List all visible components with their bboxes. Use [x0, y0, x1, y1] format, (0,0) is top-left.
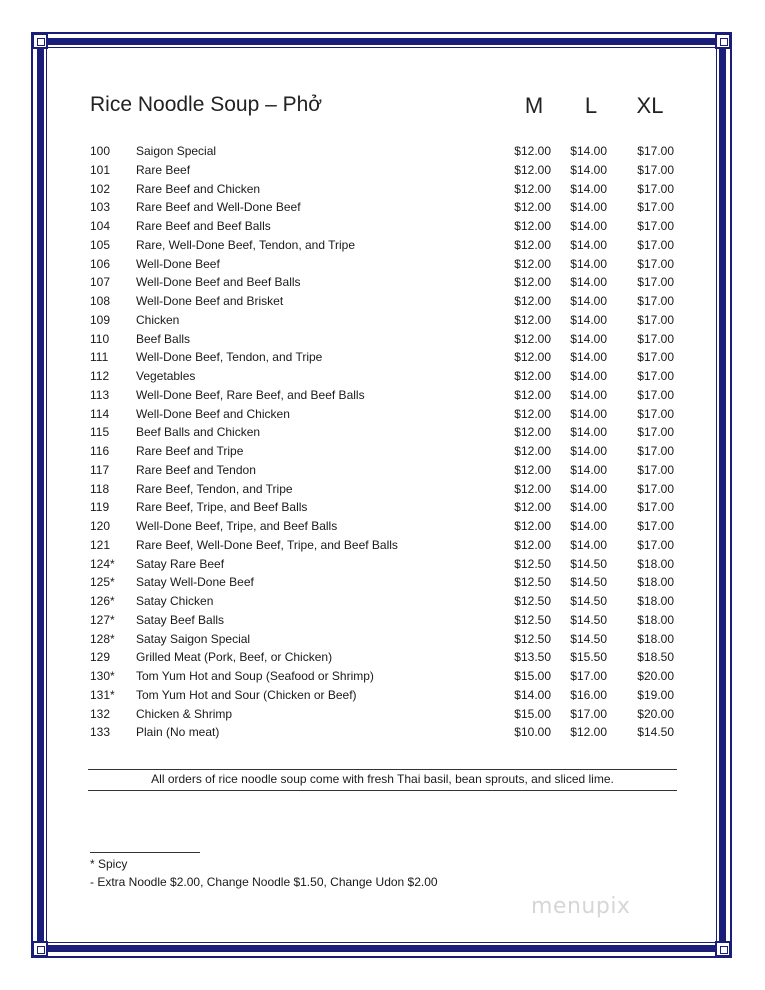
price-extra-large: $20.00: [637, 669, 674, 683]
item-name: Well-Done Beef: [136, 256, 220, 271]
menu-item-row: [90, 498, 690, 517]
item-number: 115: [90, 425, 110, 440]
size-header-xl: XL: [636, 93, 664, 118]
menu-item-row: [90, 236, 690, 255]
item-name: Plain (No meat): [136, 725, 220, 740]
price-large: $14.50: [570, 594, 607, 608]
item-number: 109: [90, 312, 111, 327]
corner-ornament-bottom-right: [715, 941, 731, 957]
price-medium: $12.00: [514, 350, 551, 365]
price-medium: $12.00: [514, 312, 551, 327]
item-name: Rare Beef: [136, 162, 191, 177]
item-name: Rare Beef and Beef Balls: [136, 219, 271, 233]
price-large: $14.00: [570, 444, 607, 458]
price-extra-large: $17.00: [637, 294, 674, 308]
menu-item-row: [90, 292, 690, 311]
item-name: Beef Balls: [136, 331, 191, 346]
item-number: 101: [90, 162, 111, 177]
item-name: Satay Chicken: [136, 594, 214, 608]
menu-item-row: [90, 611, 690, 630]
menu-item-row: [90, 367, 690, 386]
price-large: $14.50: [570, 575, 607, 590]
price-extra-large: $17.00: [637, 500, 674, 515]
menu-item-row: [90, 517, 690, 536]
menu-item-row: [90, 480, 690, 499]
price-medium: $14.00: [514, 687, 551, 702]
price-extra-large: $17.00: [637, 350, 674, 365]
corner-ornament-top-left: [32, 33, 48, 49]
item-name: Well-Done Beef and Brisket: [136, 294, 284, 308]
price-extra-large: $17.00: [637, 444, 674, 458]
price-medium: $12.00: [514, 162, 551, 177]
item-name: Rare Beef, Well-Done Beef, Tripe, and Beef Balls: [136, 537, 398, 552]
price-medium: $12.00: [514, 481, 551, 496]
price-large: $14.00: [570, 481, 607, 496]
price-extra-large: $17.00: [637, 406, 674, 421]
price-medium: $12.00: [514, 237, 551, 252]
price-large: $14.00: [570, 500, 607, 515]
item-name: Satay Rare Beef: [136, 556, 225, 571]
price-medium: $12.50: [514, 556, 551, 571]
menu-item-row: [90, 686, 690, 705]
menu-item-row: [90, 405, 690, 424]
price-large: $14.00: [570, 237, 607, 252]
item-number: 111: [90, 350, 109, 365]
price-extra-large: $20.00: [637, 706, 674, 721]
item-number: 121: [90, 537, 111, 552]
price-extra-large: $17.00: [637, 537, 674, 552]
price-extra-large: $18.50: [637, 650, 674, 665]
price-medium: $12.00: [514, 294, 551, 308]
price-extra-large: $18.00: [637, 594, 674, 608]
price-medium: $12.00: [514, 144, 551, 158]
price-medium: $12.00: [514, 256, 551, 271]
price-large: $14.50: [570, 631, 607, 646]
price-large: $17.00: [570, 669, 607, 683]
item-name: Vegetables: [136, 369, 196, 383]
price-large: $14.00: [570, 462, 607, 477]
menu-item-list: [90, 142, 690, 742]
item-number: 128*: [90, 631, 115, 646]
menu-item-row: [90, 423, 690, 442]
item-number: 130*: [90, 669, 115, 683]
price-large: $14.00: [570, 312, 607, 327]
footnote-spicy: * Spicy: [90, 857, 128, 871]
price-medium: $12.50: [514, 594, 551, 608]
price-medium: $15.00: [514, 669, 551, 683]
price-extra-large: $18.00: [637, 631, 674, 646]
price-medium: $12.00: [514, 500, 551, 515]
item-number: 105: [90, 237, 111, 252]
item-number: 104: [90, 219, 111, 233]
item-name: Beef Balls and Chicken: [136, 425, 261, 440]
price-large: $14.00: [570, 425, 607, 440]
price-large: $15.50: [570, 650, 607, 665]
price-medium: $13.50: [514, 650, 551, 665]
price-medium: $12.00: [514, 219, 551, 233]
price-medium: $12.00: [514, 537, 551, 552]
price-extra-large: $17.00: [637, 219, 674, 233]
price-extra-large: $17.00: [637, 256, 674, 271]
price-large: $14.00: [570, 369, 607, 383]
price-extra-large: $17.00: [637, 425, 674, 440]
price-extra-large: $17.00: [637, 275, 674, 290]
corner-ornament-bottom-left: [32, 941, 48, 957]
price-medium: $12.00: [514, 181, 551, 196]
item-number: 108: [90, 294, 111, 308]
price-large: $14.00: [570, 200, 607, 215]
item-name: Saigon Special: [136, 144, 217, 158]
corner-ornament-top-right: [715, 33, 731, 49]
price-medium: $12.00: [514, 462, 551, 477]
price-large: $14.00: [570, 256, 607, 271]
menu-item-row: [90, 161, 690, 180]
price-large: $14.00: [570, 181, 607, 196]
item-number: 107: [90, 275, 111, 290]
note-top-rule: [88, 769, 677, 770]
item-number: 116: [90, 444, 110, 458]
menu-item-row: [90, 667, 690, 686]
menu-item-row: [90, 592, 690, 611]
item-number: 106: [90, 256, 111, 271]
price-large: $14.00: [570, 294, 607, 308]
price-extra-large: $17.00: [637, 162, 674, 177]
price-medium: $12.50: [514, 575, 551, 590]
price-extra-large: $17.00: [637, 519, 674, 533]
size-header-l: L: [584, 93, 598, 118]
price-extra-large: $19.00: [637, 687, 674, 702]
item-number: 113: [90, 387, 110, 402]
item-number: 114: [90, 406, 110, 421]
menu-item-row: [90, 461, 690, 480]
item-name: Rare Beef, Tendon, and Tripe: [136, 481, 293, 496]
price-extra-large: $17.00: [637, 144, 674, 158]
price-medium: $12.00: [514, 444, 551, 458]
menu-item-row: [90, 142, 690, 161]
price-large: $14.00: [570, 219, 607, 233]
item-number: 133: [90, 725, 111, 740]
menu-item-row: [90, 573, 690, 592]
price-large: $14.00: [570, 331, 607, 346]
item-name: Well-Done Beef and Beef Balls: [136, 275, 301, 290]
item-name: Rare Beef and Tendon: [136, 462, 256, 477]
price-medium: $12.00: [514, 425, 551, 440]
menu-item-row: [90, 442, 690, 461]
item-name: Satay Saigon Special: [136, 631, 251, 646]
price-large: $16.00: [570, 687, 607, 702]
price-medium: $12.00: [514, 275, 551, 290]
price-extra-large: $17.00: [637, 237, 674, 252]
item-name: Well-Done Beef, Rare Beef, and Beef Balls: [136, 387, 365, 402]
item-name: Rare Beef and Well-Done Beef: [136, 200, 301, 215]
item-number: 132: [90, 706, 111, 721]
price-extra-large: $18.00: [637, 575, 674, 590]
price-medium: $12.00: [514, 200, 551, 215]
price-extra-large: $17.00: [637, 312, 674, 327]
item-number: 124*: [90, 556, 115, 571]
price-medium: $10.00: [514, 725, 551, 740]
price-large: $14.00: [570, 387, 607, 402]
item-number: 119: [90, 500, 110, 515]
price-medium: $12.50: [514, 631, 551, 646]
price-extra-large: $14.50: [637, 725, 674, 740]
item-number: 103: [90, 200, 111, 215]
menu-item-row: [90, 255, 690, 274]
size-header-m: M: [524, 93, 544, 118]
item-number: 120: [90, 519, 111, 533]
price-extra-large: $17.00: [637, 200, 674, 215]
price-medium: $12.00: [514, 369, 551, 383]
menu-item-row: [90, 198, 690, 217]
item-number: 117: [90, 462, 110, 477]
menu-item-row: [90, 630, 690, 649]
price-large: $14.00: [570, 162, 607, 177]
menu-item-row: [90, 705, 690, 724]
price-extra-large: $17.00: [637, 462, 674, 477]
price-extra-large: $17.00: [637, 181, 674, 196]
price-large: $17.00: [570, 706, 607, 721]
item-number: 112: [90, 369, 110, 383]
menu-item-row: [90, 348, 690, 367]
item-name: Rare, Well-Done Beef, Tendon, and Tripe: [136, 237, 356, 252]
item-number: 100: [90, 144, 111, 158]
price-large: $14.50: [570, 612, 607, 627]
price-medium: $12.50: [514, 612, 551, 627]
item-name: Well-Done Beef, Tendon, and Tripe: [136, 350, 323, 365]
item-name: Satay Beef Balls: [136, 612, 225, 627]
price-large: $14.00: [570, 144, 607, 158]
item-number: 125*: [90, 575, 115, 590]
item-number: 129: [90, 650, 111, 665]
price-extra-large: $17.00: [637, 387, 674, 402]
item-name: Rare Beef and Tripe: [136, 444, 244, 458]
menu-item-row: [90, 536, 690, 555]
menu-section-title: Rice Noodle Soup – Phở: [90, 93, 323, 116]
footnote-rule: [90, 852, 200, 853]
item-name: Well-Done Beef, Tripe, and Beef Balls: [136, 519, 338, 533]
item-name: Well-Done Beef and Chicken: [136, 406, 290, 421]
price-large: $12.00: [570, 725, 607, 740]
price-extra-large: $17.00: [637, 331, 674, 346]
menu-item-row: [90, 330, 690, 349]
menu-item-row: [90, 217, 690, 236]
price-medium: $15.00: [514, 706, 551, 721]
menu-item-row: [90, 311, 690, 330]
item-number: 110: [90, 331, 110, 346]
item-name: Satay Well-Done Beef: [136, 575, 254, 590]
price-extra-large: $18.00: [637, 612, 674, 627]
menu-item-row: [90, 555, 690, 574]
serving-note: All orders of rice noodle soup come with fresh Thai basil, bean sprouts, and sliced lime.: [151, 772, 614, 786]
price-large: $14.50: [570, 556, 607, 571]
price-medium: $12.00: [514, 387, 551, 402]
footnote-extras: - Extra Noodle $2.00, Change Noodle $1.50, Change Udon $2.00: [90, 875, 438, 889]
price-medium: $12.00: [514, 519, 551, 533]
item-number: 126*: [90, 594, 115, 608]
price-extra-large: $17.00: [637, 369, 674, 383]
price-medium: $12.00: [514, 331, 551, 346]
menupix-watermark: menupix: [531, 894, 631, 919]
item-number: 102: [90, 181, 111, 196]
price-extra-large: $18.00: [637, 556, 674, 571]
item-name: Chicken: [136, 312, 180, 327]
note-bottom-rule: [88, 790, 677, 791]
menu-item-row: [90, 180, 690, 199]
menu-item-row: [90, 273, 690, 292]
price-large: $14.00: [570, 537, 607, 552]
menu-item-row: [90, 723, 690, 742]
item-name: Tom Yum Hot and Sour (Chicken or Beef): [136, 687, 357, 702]
price-large: $14.00: [570, 406, 607, 421]
price-large: $14.00: [570, 275, 607, 290]
item-number: 131*: [90, 687, 115, 702]
menu-item-row: [90, 648, 690, 667]
item-number: 118: [90, 481, 110, 496]
price-medium: $12.00: [514, 406, 551, 421]
item-number: 127*: [90, 612, 115, 627]
price-extra-large: $17.00: [637, 481, 674, 496]
menu-item-row: [90, 386, 690, 405]
price-large: $14.00: [570, 350, 607, 365]
item-name: Rare Beef, Tripe, and Beef Balls: [136, 500, 308, 515]
item-name: Grilled Meat (Pork, Beef, or Chicken): [136, 650, 333, 665]
item-name: Tom Yum Hot and Soup (Seafood or Shrimp): [136, 669, 374, 683]
item-name: Rare Beef and Chicken: [136, 181, 261, 196]
price-large: $14.00: [570, 519, 607, 533]
item-name: Chicken & Shrimp: [136, 706, 233, 721]
